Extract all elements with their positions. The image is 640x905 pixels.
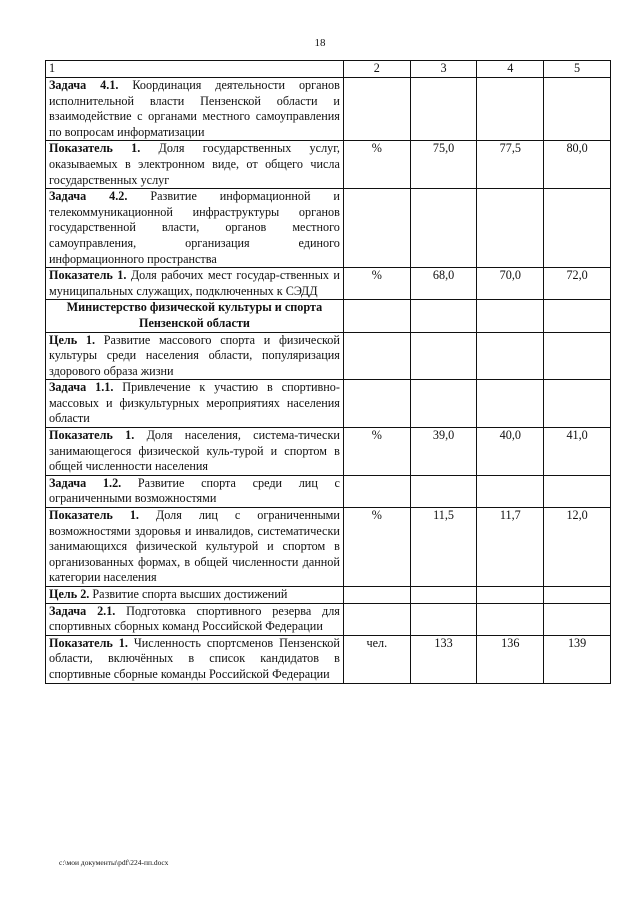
value-cell: 133 (410, 635, 477, 683)
item-label: Показатель 1. (49, 141, 141, 156)
value-cell (477, 78, 544, 141)
description-cell (46, 268, 344, 300)
table-row (46, 428, 611, 476)
table-row (46, 508, 611, 587)
column-header-1: 1 (46, 61, 344, 78)
unit-cell (343, 332, 410, 380)
column-header-2: 2 (343, 61, 410, 78)
value-cell: 39,0 (410, 428, 477, 476)
value-cell (477, 189, 544, 268)
item-text: Подготовка спортивного резерва для спортивных сборных команд Российской Федерации (49, 603, 340, 634)
table-row (46, 141, 611, 189)
value-cell: 12,0 (544, 508, 611, 587)
unit-cell (343, 603, 410, 635)
unit-cell: % (343, 428, 410, 476)
description-cell (46, 635, 344, 683)
item-text: Развитие информационной и телекоммуникационной инфраструктуры органов государственной власти, органов местного самоуправления, организация единого информационного пространства (49, 189, 340, 266)
value-cell: 68,0 (410, 268, 477, 300)
description-cell (46, 475, 344, 507)
value-cell (410, 587, 477, 604)
table-row (46, 475, 611, 507)
item-text: Доля рабочих мест государ-ственных и муниципальных служащих, подключенных к СЭДД (49, 268, 340, 298)
value-cell: 11,7 (477, 508, 544, 587)
description-cell (46, 189, 344, 268)
page-number: 18 (314, 37, 326, 49)
file-path-footer: c:\мои документы\pdf\224-пп.docx (59, 858, 169, 867)
value-cell (410, 603, 477, 635)
value-cell (477, 587, 544, 604)
value-cell (544, 332, 611, 380)
column-header-5: 5 (544, 61, 611, 78)
table-row (46, 332, 611, 380)
value-cell (410, 189, 477, 268)
value-cell (544, 78, 611, 141)
unit-cell (343, 380, 410, 428)
item-text: Привлечение к участию в спортивно-массовых и физкультурных мероприятиях населения области (49, 380, 340, 426)
value-cell: 70,0 (477, 268, 544, 300)
value-cell (477, 380, 544, 428)
section-header-row (46, 300, 611, 332)
value-cell: 77,5 (477, 141, 544, 189)
value-cell (544, 587, 611, 604)
table-row (46, 189, 611, 268)
unit-cell (343, 475, 410, 507)
item-text: Развитие спорта среди лиц с ограниченными возможностями (49, 475, 340, 506)
value-cell: 75,0 (410, 141, 477, 189)
indicators-table (45, 60, 611, 684)
item-text: Доля населения, система-тически занимающегося физической куль-турой и спортом в общей численности населения (49, 428, 340, 474)
value-cell (544, 475, 611, 507)
description-cell (46, 603, 344, 635)
table-row (46, 603, 611, 635)
table-row (46, 380, 611, 428)
value-cell (410, 332, 477, 380)
description-cell (46, 332, 344, 380)
item-label: Цель 1. (49, 332, 96, 347)
unit-cell (343, 587, 410, 604)
item-text: Доля лиц с ограниченными возможностями здоровья и инвалидов, систематически занимающихся физической культурой и спортом в организованных формах, в общей численности данной категории населения (49, 508, 340, 585)
item-label: Задача 1.1. (49, 380, 114, 395)
description-cell (46, 508, 344, 587)
item-text: Развитие спорта высших достижений (89, 587, 288, 601)
value-cell (477, 475, 544, 507)
description-cell (46, 380, 344, 428)
description-cell (46, 587, 344, 604)
empty-cell (544, 300, 611, 332)
section-title: Министерство физической культуры и спорта Пензенской области (46, 300, 344, 332)
empty-cell (477, 300, 544, 332)
value-cell (544, 189, 611, 268)
empty-cell (343, 300, 410, 332)
value-cell: 72,0 (544, 268, 611, 300)
unit-cell: % (343, 141, 410, 189)
item-label: Задача 4.2. (49, 189, 128, 204)
value-cell (477, 603, 544, 635)
value-cell (544, 603, 611, 635)
description-cell (46, 141, 344, 189)
table-row (46, 635, 611, 683)
value-cell: 139 (544, 635, 611, 683)
value-cell (544, 380, 611, 428)
table-header-row (46, 61, 611, 78)
empty-cell (410, 300, 477, 332)
item-label: Задача 4.1. (49, 78, 119, 92)
description-cell (46, 428, 344, 476)
table-row (46, 587, 611, 604)
value-cell: 80,0 (544, 141, 611, 189)
value-cell (410, 78, 477, 141)
item-label: Задача 2.1. (49, 603, 116, 618)
item-text: Развитие массового спорта и физической культуры среди населения области, популяризация здорового образа жизни (49, 332, 340, 378)
value-cell: 11,5 (410, 508, 477, 587)
item-text: Численность спортсменов Пензенской области, включённых в список кандидатов в спортивные сборные команды Российской Федерации (49, 635, 340, 681)
item-text: Доля государственных услуг, оказываемых в электронном виде, от общего числа государственных услуг (49, 141, 340, 187)
unit-cell (343, 189, 410, 268)
table-row (46, 268, 611, 300)
description-cell (46, 78, 344, 141)
value-cell: 40,0 (477, 428, 544, 476)
item-text: Координация деятельности органов исполнительной власти Пензенской области и взаимодействие с органами местного самоуправления по вопросам информатизации (49, 78, 340, 139)
value-cell (410, 475, 477, 507)
value-cell (477, 332, 544, 380)
unit-cell (343, 78, 410, 141)
unit-cell: % (343, 268, 410, 300)
column-header-4: 4 (477, 61, 544, 78)
value-cell: 41,0 (544, 428, 611, 476)
table-row (46, 78, 611, 141)
value-cell (410, 380, 477, 428)
column-header-3: 3 (410, 61, 477, 78)
item-label: Показатель 1. (49, 635, 128, 650)
unit-cell: % (343, 508, 410, 587)
value-cell: 136 (477, 635, 544, 683)
item-label: Цель 2. (49, 587, 90, 601)
item-label: Задача 1.2. (49, 475, 122, 490)
item-label: Показатель 1. (49, 428, 135, 443)
item-label: Показатель 1. (49, 268, 127, 283)
item-label: Показатель 1. (49, 508, 139, 523)
unit-cell: чел. (343, 635, 410, 683)
